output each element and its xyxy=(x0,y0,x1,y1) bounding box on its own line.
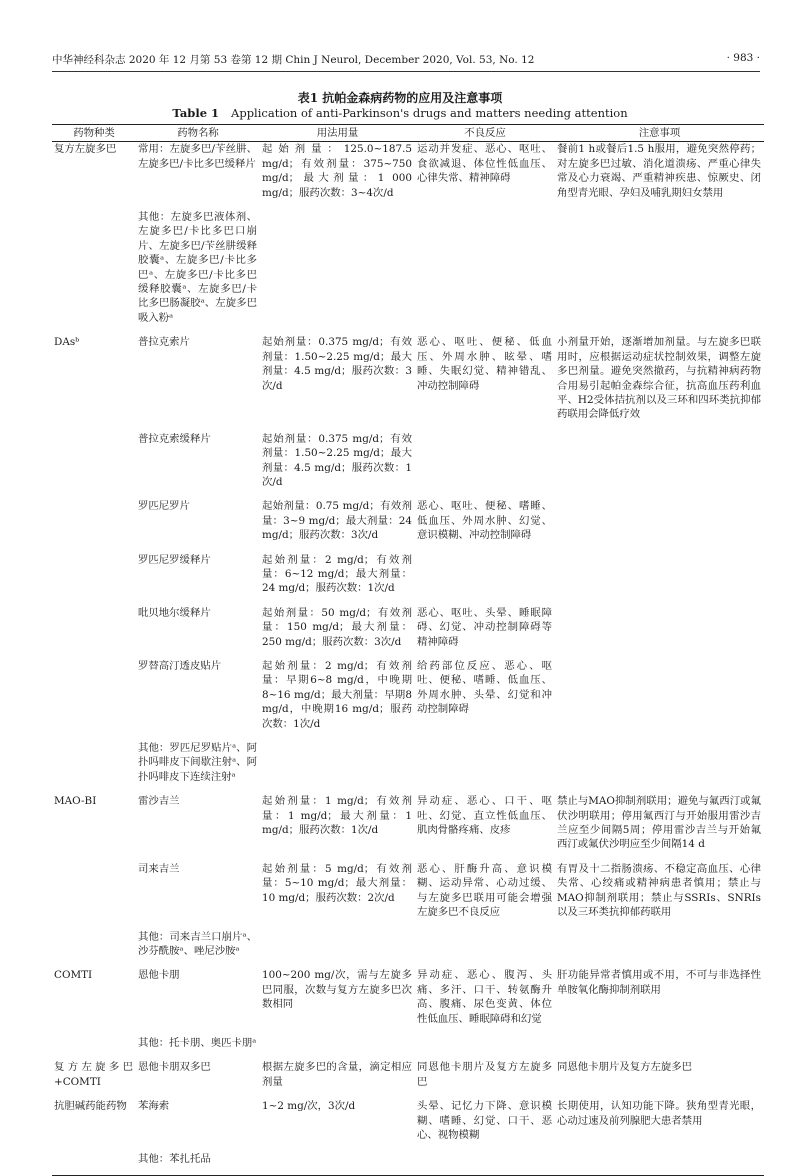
cell-notes xyxy=(555,1036,764,1060)
cell-adverse: 头晕、记忆力下降、意识模糊、嗜睡、幻觉、口干、恶心、视物模糊 xyxy=(417,1100,552,1141)
cell-dosage: 起始剂量：125.0~187.5 mg/d；有效剂量：375~750 mg/d；最大剂量：1 000 mg/d；服药次数：3~4次/d xyxy=(262,143,412,199)
cell-drug-name: 罗替高汀透皮贴片 xyxy=(138,660,222,672)
cell-adverse xyxy=(415,432,555,500)
cell-adverse: 异动症、恶心、口干、呕吐、幻觉、直立性低血压、肌肉骨骼疼痛、皮疹 xyxy=(417,795,552,837)
cell-dosage: 起始剂量：0.75 mg/d；有效剂量：3~9 mg/d；最大剂量：24 mg/d；服药次数：3次/d xyxy=(262,500,412,542)
col-header-notes: 注意事项 xyxy=(555,125,764,142)
cell-notes xyxy=(555,930,764,969)
cell-notes xyxy=(555,659,764,741)
cell-notes xyxy=(555,741,764,794)
table-row xyxy=(52,142,764,210)
table-row xyxy=(52,1099,764,1152)
table-row xyxy=(52,1152,764,1175)
table-row xyxy=(52,741,764,794)
cell-drug-name: 其他：司来吉兰口崩片ᵃ、沙芬酰胺ᵃ、唑尼沙胺ᵃ xyxy=(138,930,257,957)
cell-dosage xyxy=(260,930,415,969)
cell-category: DAsᵇ xyxy=(54,336,80,349)
table-title-en: Application of anti-Parkinson's drugs and matters needing attention xyxy=(231,106,628,120)
cell-adverse: 同恩他卡朋片及复方左旋多巴 xyxy=(417,1061,552,1088)
cell-drug-name: 其他：左旋多巴液体剂、左旋多巴/卡比多巴口崩片、左旋多巴/苄丝肼缓释胶囊ᵃ、左旋多巴/卡比多巴ᵃ、左旋多巴/卡比多巴缓释胶囊ᵃ、左旋多巴/卡比多巴肠凝胶ᵃ、左旋多巴吸入粉ᵃ xyxy=(138,211,257,324)
table-row xyxy=(52,794,764,862)
cell-drug-name: 雷沙吉兰 xyxy=(138,795,180,808)
table-row xyxy=(52,968,764,1036)
cell-category: 复方左旋多巴 xyxy=(54,143,117,156)
col-header-category: 药物种类 xyxy=(52,125,136,142)
cell-category: 复方左旋多巴+COMTI xyxy=(54,1061,133,1088)
cell-notes: 小剂量开始，逐渐增加剂量。与左旋多巴联用时，应根据运动症状控制效果，调整左旋多巴剂量。避免突然撤药，与抗精神病药物合用易引起帕金森综合征，抗高血压药利血平、H2受体拮抗剂以及三环和四环类抗抑郁药联用会降低疗效 xyxy=(557,336,761,421)
cell-notes: 有胃及十二指肠溃疡、不稳定高血压、心律失常、心绞痛或精神病患者慎用；禁止与MAO抑制剂联用；禁止与SSRIs、SNRIs以及三环类抗抑郁药联用 xyxy=(557,862,761,919)
cell-notes: 肝功能异常者慎用或不用，不可与非选择性单胺氧化酶抑制剂联用 xyxy=(557,969,761,996)
col-header-adverse: 不良反应 xyxy=(415,125,555,142)
cell-dosage: 根据左旋多巴的含量，滴定相应剂量 xyxy=(262,1061,412,1088)
cell-adverse xyxy=(415,741,555,794)
cell-adverse: 恶心、肝酶升高、意识模糊、运动异常、心动过缓、与左旋多巴联用可能会增强左旋多巴不良反应 xyxy=(417,862,552,919)
table-row xyxy=(52,606,764,659)
running-header xyxy=(52,52,760,68)
cell-notes xyxy=(555,499,764,552)
cell-drug-name: 罗匹尼罗片 xyxy=(138,500,190,513)
cell-category xyxy=(52,1036,136,1060)
table-row xyxy=(52,210,764,335)
cell-category xyxy=(52,930,136,969)
journal-citation: 中华神经科杂志 2020 年 12 月第 53 卷第 12 期 Chin J Neurol, December 2020, Vol. 53, No. 12 xyxy=(52,54,535,66)
cell-notes: 禁止与MAO抑制剂联用；避免与氟西汀或氟伏沙明联用；停用氟西汀与开始服用雷沙吉兰应至少间隔5周；停用雷沙吉兰与开始氟西汀或氟伏沙明应至少间隔14 d xyxy=(557,795,761,851)
table-row xyxy=(52,335,764,431)
cell-category xyxy=(52,553,136,606)
cell-notes xyxy=(555,1152,764,1175)
cell-category xyxy=(52,659,136,741)
col-header-name: 药物名称 xyxy=(136,125,260,142)
table-caption-zh: 表1 抗帕金森病药物的应用及注意事项 xyxy=(297,91,503,105)
cell-category xyxy=(52,210,136,335)
cell-adverse xyxy=(415,1152,555,1175)
table-header-row xyxy=(52,125,764,142)
cell-notes: 长期使用，认知功能下降。狭角型青光眼，心动过速及前列腺肥大患者禁用 xyxy=(557,1100,761,1127)
table-row xyxy=(52,432,764,500)
table-row xyxy=(52,862,764,930)
cell-drug-name: 普拉克索缓释片 xyxy=(138,432,211,445)
cell-adverse: 异动症、恶心、腹泻、头痛、多汗、口干、转氨酶升高、腹痛、尿色变黄、体位性低血压、睡眠障碍和幻觉 xyxy=(417,969,552,1025)
cell-drug-name: 苯海索 xyxy=(138,1100,170,1113)
cell-dosage: 100~200 mg/次，需与左旋多巴同服，次数与复方左旋多巴次数相同 xyxy=(262,969,412,1011)
cell-notes xyxy=(555,432,764,500)
table-row xyxy=(52,1060,764,1099)
cell-drug-name: 其他：苯扎托品 xyxy=(136,1152,260,1175)
table-row xyxy=(52,499,764,552)
cell-category xyxy=(52,741,136,794)
cell-dosage: 起始剂量：1 mg/d；有效剂量：1 mg/d；最大剂量：1 mg/d；服药次数：1次/d xyxy=(262,795,412,837)
cell-drug-name: 司来吉兰 xyxy=(138,862,180,875)
cell-drug-name: 恩他卡朋 xyxy=(138,969,180,982)
header-rule xyxy=(52,71,760,72)
table-label: Table 1 xyxy=(172,106,220,120)
table-row xyxy=(52,659,764,741)
cell-drug-name: 罗匹尼罗缓释片 xyxy=(138,553,211,566)
cell-adverse: 运动并发症、恶心、呕吐、食欲减退、体位性低血压、心律失常、精神障碍 xyxy=(417,143,552,185)
cell-dosage: 起始剂量：2 mg/d；有效剂量：6~12 mg/d；最大剂量：24 mg/d；服药次数：1次/d xyxy=(262,553,412,595)
cell-notes: 餐前1 h或餐后1.5 h服用，避免突然停药；对左旋多巴过敏、消化道溃疡、严重心律失常及心力衰竭、严重精神疾患、惊厥史、闭角型青光眼、孕妇及哺乳期妇女禁用 xyxy=(557,143,761,199)
cell-notes xyxy=(555,553,764,606)
cell-drug-name: 恩他卡朋双多巴 xyxy=(138,1061,211,1074)
cell-drug-name: 其他：托卡朋、奥匹卡朋ᵃ xyxy=(138,1036,257,1049)
cell-category xyxy=(52,1152,136,1175)
cell-category: COMTI xyxy=(54,969,93,982)
cell-category xyxy=(52,499,136,552)
col-header-dosage: 用法用量 xyxy=(260,125,415,142)
cell-drug-name: 普拉克索片 xyxy=(138,336,190,349)
table-row xyxy=(52,930,764,969)
cell-drug-name: 常用：左旋多巴/苄丝肼、左旋多巴/卡比多巴缓释片 xyxy=(138,143,257,170)
cell-adverse: 给药部位反应、恶心、呕吐、便秘、嗜睡、低血压、外周水肿、头晕、幻觉和冲动控制障碍 xyxy=(417,660,552,716)
cell-notes xyxy=(555,606,764,659)
cell-adverse xyxy=(415,210,555,335)
cell-category xyxy=(52,606,136,659)
cell-dosage: 起始剂量：0.375 mg/d；有效剂量：1.50~2.25 mg/d；最大剂量：4.5 mg/d；服药次数：1次/d xyxy=(262,432,412,488)
cell-drug-name: 其他：罗匹尼罗贴片ᵃ、阿扑吗啡皮下间歇注射ᵃ、阿扑吗啡皮下连续注射ᵃ xyxy=(138,742,257,783)
cell-category: 抗胆碱药能药物 xyxy=(54,1100,127,1113)
cell-dosage: 起始剂量：2 mg/d；有效剂量：早期6~8 mg/d，中晚期8~16 mg/d；最大剂量：早期8 mg/d，中晚期16 mg/d；服药次数：1次/d xyxy=(262,660,412,730)
cell-adverse xyxy=(415,553,555,606)
cell-dosage: 起始剂量：5 mg/d；有效剂量：5~10 mg/d；最大剂量：10 mg/d；服药次数：2次/d xyxy=(262,862,412,904)
cell-adverse xyxy=(415,1036,555,1060)
cell-category: MAO-BI xyxy=(54,795,97,808)
drug-table xyxy=(52,124,764,1176)
cell-dosage: 起始剂量：0.375 mg/d；有效剂量：1.50~2.25 mg/d；最大剂量：4.5 mg/d；服药次数：3次/d xyxy=(262,336,412,392)
table-row xyxy=(52,553,764,606)
table-row xyxy=(52,1036,764,1060)
cell-dosage: 1~2 mg/次，3次/d xyxy=(262,1100,356,1113)
table-caption-en xyxy=(0,106,800,120)
cell-adverse: 恶心、呕吐、便秘、嗜睡、低血压、外周水肿、幻觉、意识模糊、冲动控制障碍 xyxy=(417,500,552,542)
cell-notes xyxy=(555,210,764,335)
cell-category xyxy=(52,432,136,500)
cell-notes: 同恩他卡朋片及复方左旋多巴 xyxy=(557,1061,693,1074)
cell-dosage: 起始剂量：50 mg/d；有效剂量：150 mg/d；最大剂量：250 mg/d；服药次数：3次/d xyxy=(262,606,412,648)
cell-dosage xyxy=(260,1036,415,1060)
cell-adverse: 恶心、呕吐、便秘、低血压、外周水肿、眩晕、嗜睡、失眠幻觉、精神错乱、冲动控制障碍 xyxy=(417,336,552,392)
page-number: · 983 · xyxy=(726,52,760,64)
cell-drug-name: 吡贝地尔缓释片 xyxy=(138,606,211,619)
cell-dosage xyxy=(260,210,415,335)
cell-dosage xyxy=(260,1152,415,1175)
cell-adverse: 恶心、呕吐、头晕、睡眠障碍、幻觉、冲动控制障碍等精神障碍 xyxy=(417,606,552,648)
cell-dosage xyxy=(260,741,415,794)
cell-adverse xyxy=(415,930,555,969)
cell-category xyxy=(52,862,136,930)
